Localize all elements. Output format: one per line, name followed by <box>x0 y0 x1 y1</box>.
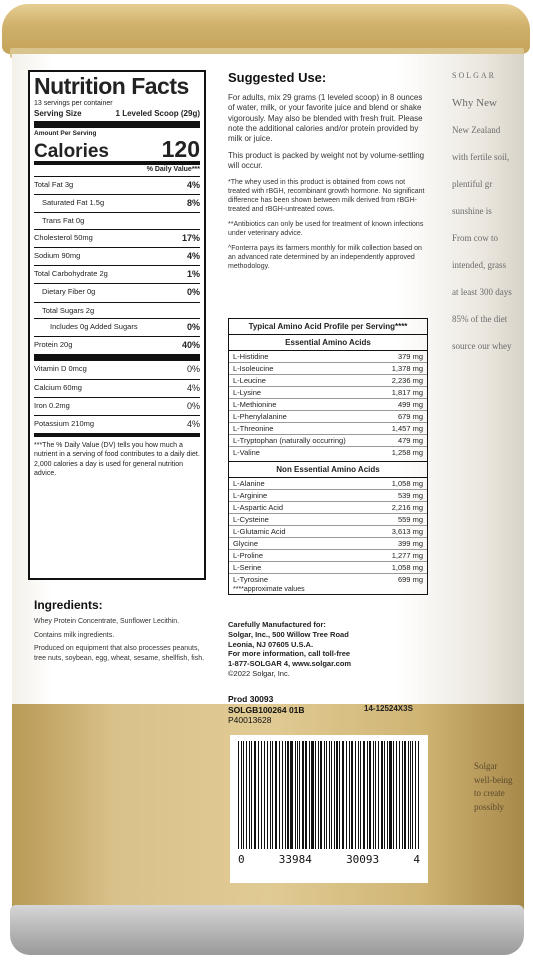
barcode-bar <box>297 741 298 849</box>
copyright: ©2022 Solgar, Inc. <box>228 668 290 678</box>
barcode-bar <box>402 741 403 849</box>
barcode-bar <box>264 741 266 849</box>
suggested-use-section <box>228 70 428 277</box>
barcode-bar <box>329 741 330 849</box>
side-line-8: 85% of the diet <box>452 313 508 324</box>
nutrient-label: Total Fat 3g <box>34 179 74 189</box>
amino-name: L-Threonine <box>233 424 274 433</box>
amino-name: L-Methionine <box>233 400 277 409</box>
milk-notice: Contains milk ingredients. <box>34 631 115 639</box>
barcode-bar <box>363 741 365 849</box>
nutrient-row <box>34 380 200 398</box>
daily-value-footnote: ***The % Daily Value (DV) tells you how much a nutrient in a serving of food contributes to a daily diet. 2,000 calories a day is used for general nutrition advice. <box>34 434 200 477</box>
amino-name: L-Leucine <box>233 376 266 385</box>
nutrient-row <box>34 303 200 319</box>
barcode-bar <box>408 741 409 849</box>
amino-value: 699 mg <box>397 575 423 584</box>
amino-row <box>229 550 427 562</box>
amino-value: 1,277 mg <box>391 551 423 560</box>
nutrient-daily-value: 40% <box>181 340 200 351</box>
antibiotics-footnote: **Antibiotics can only be used for treatment of known infections under veterinary advice. <box>228 221 424 238</box>
amino-value: 559 mg <box>397 515 423 524</box>
nutrient-row <box>34 361 200 379</box>
side-gold-4: possibly <box>474 801 505 812</box>
calories-value: 120 <box>161 135 200 162</box>
side-brand: SOLGAR <box>452 71 497 80</box>
barcode-bar <box>387 741 388 849</box>
suggested-use-heading: Suggested Use: <box>228 70 327 85</box>
amino-value: 1,457 mg <box>391 424 423 433</box>
amino-row <box>229 399 427 411</box>
barcode-bar <box>272 741 273 849</box>
barcode-bar <box>326 741 327 849</box>
barcode-bar <box>251 741 252 849</box>
barcode-bar <box>324 741 325 849</box>
nutrient-row <box>34 213 200 229</box>
nutrient-daily-value: 0% <box>186 287 200 298</box>
barcode-digit-lead: 0 <box>238 853 245 866</box>
barcode-bar <box>302 741 304 849</box>
nutrient-row <box>34 416 200 434</box>
amino-name: L-Serine <box>233 563 262 572</box>
lot-code: 14-12524X3S <box>364 704 413 713</box>
barcode-bar <box>334 741 335 849</box>
amino-row <box>229 411 427 423</box>
side-heading: Why New <box>452 96 497 109</box>
whey-footnote: *The whey used in this product is obtained from cows not treated with rBGH, recombinant growth hormone. No significant difference has been shown between milk derived from rBGH-treated and rBGH-untreated cows. <box>228 178 425 213</box>
amino-row <box>229 375 427 387</box>
nutrient-row <box>34 337 200 361</box>
nutrient-label: Saturated Fat 1.5g <box>42 197 105 207</box>
manufacturer-info <box>228 620 438 679</box>
amino-name: L-Alanine <box>233 479 265 488</box>
nutrient-label: Iron 0.2mg <box>34 400 70 410</box>
barcode-bar <box>249 741 250 849</box>
packing-note: This product is packed by weight not by volume-settling will occur. <box>228 150 425 171</box>
side-line-1: New Zealand <box>452 124 501 135</box>
nutrient-label: Potassium 210mg <box>34 419 95 429</box>
allergen-notice: Produced on equipment that also processes peanuts, tree nuts, soybean, egg, wheat, sesame, shellfish, fish. <box>34 645 205 662</box>
barcode-bar <box>290 741 292 849</box>
calories-label: Calories <box>34 140 109 162</box>
barcode-bar <box>246 741 248 849</box>
barcode-bar <box>378 741 380 849</box>
amino-row <box>229 363 427 375</box>
barcode-bar <box>241 741 242 849</box>
barcode-bar <box>285 741 286 849</box>
servings-per-container: 13 servings per container <box>34 100 113 107</box>
amino-row <box>229 574 427 585</box>
barcode-digit-left: 33984 <box>278 853 312 866</box>
essential-heading: Essential Amino Acids <box>229 335 427 351</box>
nutrient-label: Protein 20g <box>34 340 73 350</box>
side-line-7: at least 300 days <box>452 286 512 297</box>
p-code: P40013628 <box>228 715 272 726</box>
barcode-bar <box>270 741 271 849</box>
ingredients-section <box>34 597 209 667</box>
barcode-bar <box>418 741 419 849</box>
amino-row <box>229 478 427 490</box>
side-gold-3: to create <box>474 788 505 798</box>
nutrient-daily-value: 0% <box>186 321 200 332</box>
upc-barcode <box>230 735 428 883</box>
amino-name: L-Tryptophan (naturally occurring) <box>233 436 346 445</box>
barcode-bar <box>261 741 263 849</box>
barcode-bar <box>384 741 385 849</box>
manufacturer-city: Leonia, NJ 07605 U.S.A. <box>228 639 314 649</box>
barcode-bar <box>254 741 256 849</box>
amino-name: Glycine <box>233 539 259 548</box>
amino-acid-table <box>228 318 428 595</box>
barcode-bar <box>295 741 296 849</box>
side-line-3: plentiful gr <box>452 178 493 189</box>
amino-value: 2,216 mg <box>391 503 423 512</box>
nutrient-daily-value: 1% <box>186 269 200 279</box>
nutrient-label: Total Carbohydrate 2g <box>34 269 108 278</box>
amino-name: L-Valine <box>233 448 260 457</box>
barcode-bar <box>311 741 313 849</box>
amino-name: L-Phenylalanine <box>233 412 287 421</box>
nutrient-label: Total Sugars 2g <box>42 305 95 315</box>
nutrient-row <box>34 284 200 302</box>
nutrient-label: Dietary Fiber 0g <box>42 287 96 297</box>
ingredients-list: Whey Protein Concentrate, Sunflower Lecithin. <box>34 618 180 626</box>
amino-value: 1,817 mg <box>391 388 423 397</box>
barcode-bar <box>351 741 353 849</box>
approx-note: ****approximate values <box>233 586 305 593</box>
amino-row <box>229 538 427 550</box>
barcode-bars <box>238 741 420 849</box>
side-gold-2: well-being <box>474 774 513 785</box>
side-gold-1: Solgar <box>474 761 498 771</box>
amino-value: 379 mg <box>397 352 423 361</box>
barcode-bar <box>358 741 359 849</box>
amino-value: 2,236 mg <box>391 376 423 385</box>
amino-name: L-Isoleucine <box>233 364 274 373</box>
barcode-bar <box>396 741 397 849</box>
essential-rows <box>229 351 427 458</box>
nutrition-facts-title: Nutrition Facts <box>34 73 189 99</box>
prod-number: Prod 30093 <box>228 694 274 704</box>
barcode-bar <box>404 741 406 849</box>
phone-web: 1-877-SOLGAR 4, www.solgar.com <box>228 659 352 668</box>
nutrient-row <box>34 319 200 337</box>
barcode-bar <box>299 741 300 849</box>
container-bottom-rim <box>10 905 524 955</box>
barcode-bar <box>279 741 281 849</box>
barcode-bar <box>410 741 411 849</box>
barcode-bar <box>360 741 361 849</box>
barcode-bar <box>342 741 344 849</box>
amino-name: L-Histidine <box>233 352 269 361</box>
amino-row <box>229 490 427 502</box>
amino-row <box>229 502 427 514</box>
amino-name: L-Lysine <box>233 388 262 397</box>
amino-name: L-Arginine <box>233 491 268 500</box>
manufacturer-address: Solgar, Inc., 500 Willow Tree Road <box>228 629 349 639</box>
non-essential-heading: Non Essential Amino Acids <box>229 462 427 478</box>
nutrient-row <box>34 195 200 213</box>
barcode-bar <box>355 741 357 849</box>
barcode-bar <box>389 741 391 849</box>
amino-name: L-Aspartic Acid <box>233 503 284 512</box>
fonterra-footnote: ^Fonterra pays its farmers monthly for milk collection based on an advanced rate determined by an independently approved methodology. <box>228 245 422 271</box>
amino-value: 1,258 mg <box>391 448 423 457</box>
barcode-bar <box>346 741 347 849</box>
barcode-bar <box>367 741 368 849</box>
barcode-bar <box>393 741 394 849</box>
amino-value: 1,378 mg <box>391 364 423 373</box>
barcode-bar <box>309 741 310 849</box>
side-line-9: source our whey <box>452 340 512 351</box>
serving-size-label: Serving Size <box>34 108 82 118</box>
barcode-bar <box>275 741 277 849</box>
amino-name: L-Glutamic Acid <box>233 527 286 536</box>
nutrient-row <box>34 248 200 266</box>
barcode-bar <box>381 741 383 849</box>
nutrient-label: Cholesterol 50mg <box>34 232 93 242</box>
barcode-bar <box>320 741 322 849</box>
amino-value: 399 mg <box>397 539 423 548</box>
nutrient-row <box>34 266 200 284</box>
barcode-digits <box>238 853 420 866</box>
amino-row <box>229 562 427 574</box>
barcode-bar <box>399 741 401 849</box>
barcode-bar <box>287 741 289 849</box>
barcode-bar <box>318 741 319 849</box>
nutrient-daily-value: 0% <box>186 364 200 375</box>
barcode-bar <box>336 741 338 849</box>
side-line-6: intended, grass <box>452 259 506 270</box>
nutrient-daily-value: 17% <box>181 232 200 243</box>
amino-name: L-Proline <box>233 551 264 560</box>
daily-value-header: % Daily Value*** <box>34 165 200 177</box>
suggested-use-text: For adults, mix 29 grams (1 leveled scoop) in 8 ounces of water, milk, or your favorite juice and blend or shake vigorously. May also be blended with fresh fruit. Please note the additional calories and/or protein provided by milk or juice. <box>228 92 423 144</box>
nutrient-daily-value: 4% <box>186 179 200 190</box>
amino-row <box>229 514 427 526</box>
barcode-bar <box>375 741 376 849</box>
amino-row <box>229 351 427 363</box>
amino-row <box>229 447 427 458</box>
nutrient-daily-value: 8% <box>186 197 200 208</box>
manufactured-for: Carefully Manufactured for: <box>228 620 326 629</box>
barcode-bar <box>339 741 340 849</box>
amino-row <box>229 526 427 538</box>
barcode-bar <box>349 741 350 849</box>
amino-value: 539 mg <box>397 491 423 500</box>
nutrient-label: Vitamin D 0mcg <box>34 364 87 374</box>
barcode-bar <box>238 741 239 849</box>
amino-row <box>229 435 427 447</box>
nutrition-facts-panel <box>28 70 206 580</box>
barcode-bar <box>331 741 332 849</box>
amino-value: 1,058 mg <box>391 479 423 488</box>
barcode-bar <box>412 741 413 849</box>
barcode-bar <box>369 741 371 849</box>
side-gold-text <box>474 760 533 814</box>
nutrient-label: Calcium 60mg <box>34 382 82 392</box>
barcode-digit-check: 4 <box>413 853 420 866</box>
barcode-bar <box>415 741 416 849</box>
serving-size <box>34 109 200 128</box>
amount-per-serving: Amount Per Serving <box>34 129 97 137</box>
amino-value: 499 mg <box>397 400 423 409</box>
amino-name: L-Cysteine <box>233 515 269 524</box>
container-lid <box>2 4 530 54</box>
amino-value: 3,613 mg <box>391 527 423 536</box>
non-essential-rows <box>229 478 427 585</box>
amino-value: 479 mg <box>397 436 423 445</box>
nutrient-row <box>34 177 200 195</box>
barcode-bar <box>282 741 283 849</box>
calories-row <box>34 135 200 165</box>
nutrient-label: Includes 0g Added Sugars <box>50 321 138 331</box>
nutrient-rows <box>34 177 200 435</box>
barcode-bar <box>305 741 307 849</box>
amino-value: 679 mg <box>397 412 423 421</box>
barcode-digit-right: 30093 <box>346 853 380 866</box>
nutrient-daily-value: 4% <box>186 382 200 393</box>
solgb-code: SOLGB100264 01B <box>228 704 305 715</box>
nutrient-daily-value: 4% <box>186 419 200 430</box>
side-panel-text <box>452 60 532 367</box>
serving-size-value: 1 Leveled Scoop (29g) <box>115 108 200 118</box>
amino-value: 1,058 mg <box>391 563 423 572</box>
amino-row <box>229 423 427 435</box>
nutrient-row <box>34 230 200 248</box>
barcode-bar <box>258 741 259 849</box>
nutrient-label: Trans Fat 0g <box>42 216 85 226</box>
barcode-bar <box>315 741 316 849</box>
amino-row <box>229 387 427 399</box>
nutrient-daily-value: 4% <box>186 250 200 261</box>
side-line-4: sunshine is <box>452 205 492 216</box>
side-line-2: with fertile soil, <box>452 151 510 162</box>
nutrient-row <box>34 398 200 416</box>
amino-name: L-Tyrosine <box>233 575 269 584</box>
info-call: For more information, call toll-free <box>228 649 351 659</box>
side-line-5: From cow to <box>452 232 498 243</box>
nutrient-label: Sodium 90mg <box>34 250 81 260</box>
barcode-bar <box>373 741 374 849</box>
barcode-bar <box>243 741 244 849</box>
nutrient-daily-value: 0% <box>186 400 200 411</box>
barcode-bar <box>267 741 268 849</box>
amino-table-title: Typical Amino Acid Profile per Serving**** <box>229 319 427 335</box>
ingredients-heading: Ingredients: <box>34 598 103 612</box>
